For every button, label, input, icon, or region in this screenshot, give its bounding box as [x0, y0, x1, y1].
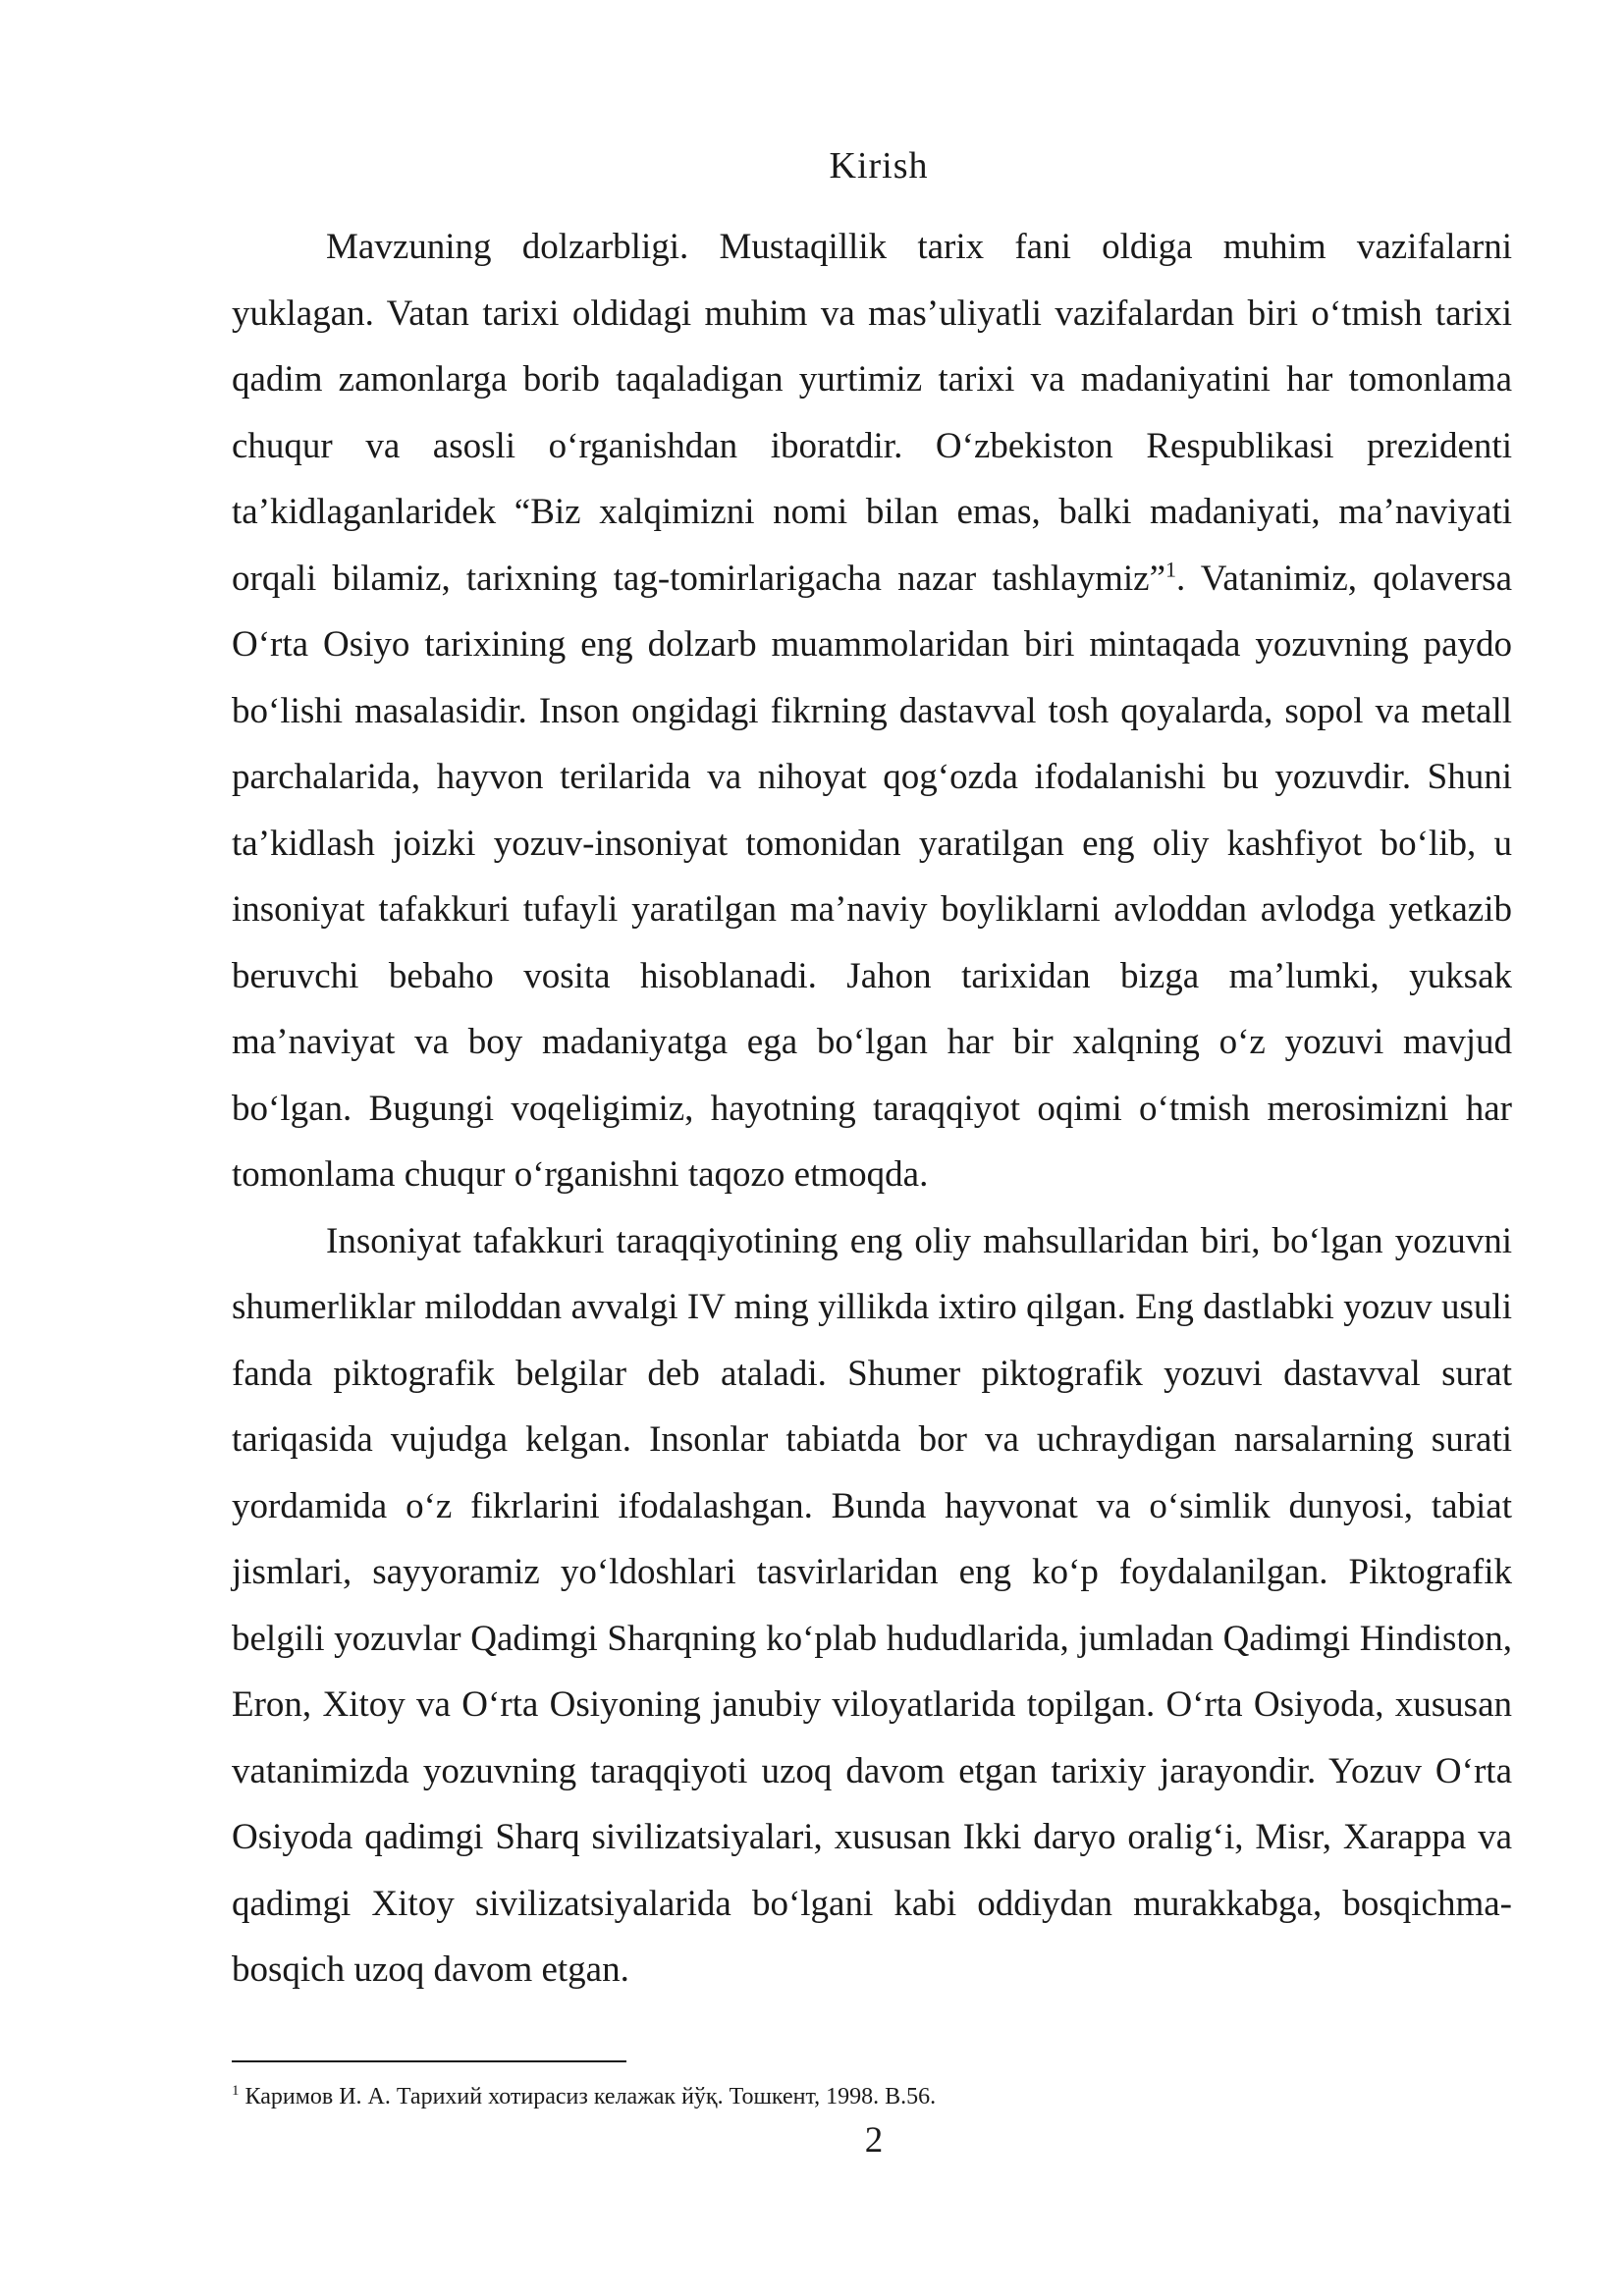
- body-text: [232, 214, 1512, 2003]
- footnote-reference[interactable]: 1: [1165, 557, 1177, 582]
- footnote-mark: 1: [232, 2083, 240, 2099]
- footnote-text: Каримов И. А. Тарихий хотирасиз келажак йўқ. Тошкент, 1998. B.56.: [244, 2084, 937, 2109]
- paragraph-1-lead: Mavzuning dolzarbligi. Mustaqillik tarix fani oldiga muhim vazifalarni yuklagan. Vatan tarixi oldidagi muhim va mas’uliyatli vazifalardan biri o‘tmish tarixi qadim zamonlarga borib taqaladigan yurtimiz tarixi va madaniyatini har tomonlama chuqur va asosli o‘rganishdan iboratdir. O‘zbekiston Respublikasi prezidenti ta’kidlaganlaridek “Biz xalqimizni nomi bilan emas, balki madaniyati, ma’naviyati orqali bilamiz, tarixning tag-tomirlarigacha nazar tashlaymiz”: [232, 227, 1512, 599]
- footnote: [232, 2083, 1512, 2111]
- page-number: 2: [864, 2120, 884, 2161]
- paragraph-1: [232, 214, 1512, 1208]
- paragraph-2: Insoniyat tafakkuri taraqqiyotining eng oliy mahsullaridan biri, bo‘lgan yozuvni shumerliklar miloddan avvalgi IV ming yillikda ixtiro qilgan. Eng dastlabki yozuv usuli fanda piktografik belgilar deb ataladi. Shumer piktografik yozuvi dastavval surat tariqasida vujudga kelgan. Insonlar tabiatda bor va uchraydigan narsalarning surati yordamida o‘z fikrlarini ifodalashgan. Bunda hayvonat va o‘simlik dunyosi, tabiat jismlari, sayyoramiz yo‘ldoshlari tasvirlaridan eng ko‘p foydalanilgan. Piktografik belgili yozuvlar Qadimgi Sharqning ko‘plab hududlarida, jumladan Qadimgi Hindiston, Eron, Xitoy va O‘rta Osiyoning janubiy viloyatlarida topilgan. O‘rta Osiyoda, xususan vatanimizda yozuvning taraqqiyoti uzoq davom etgan tarixiy jarayondir. Yozuv O‘rta Osiyoda qadimgi Sharq sivilizatsiyalari, xususan Ikki daryo oralig‘i, Misr, Xarappa va qadimgi Xitoy sivilizatsiyalarida bo‘lgani kabi oddiydan murakkabga, bosqichma-bosqich uzoq davom etgan.: [232, 1220, 1512, 1990]
- page-title: Kirish: [829, 145, 929, 187]
- paragraph-1-rest: . Vatanimiz, qolaversa O‘rta Osiyo tarixining eng dolzarb muammolaridan biri mintaqada yozuvning paydo bo‘lishi masalasidir. Inson ongidagi fikrning dastavval tosh qoyalarda, sopol va metall parchalarida, hayvon terilarida va nihoyat qog‘ozda ifodalanishi bu yozuvdir. Shuni ta’kidlash joizki yozuv-insoniyat tomonidan yaratilgan eng oliy kashfiyot bo‘lib, u insoniyat tafakkuri tufayli yaratilgan ma’naviy boyliklarni avloddan avlodga yetkazib beruvchi bebaho vosita hisoblanadi. Jahon tarixidan bizga ma’lumki, yuksak ma’naviyat va boy madaniyatga ega bo‘lgan har bir xalqning o‘z yozuvi mavjud bo‘lgan. Bugungi voqeligimiz, hayotning taraqqiyot oqimi o‘tmish merosimizni har tomonlama chuqur o‘rganishni taqozo etmoqda.: [232, 558, 1513, 1195]
- footnote-separator: [232, 2060, 626, 2062]
